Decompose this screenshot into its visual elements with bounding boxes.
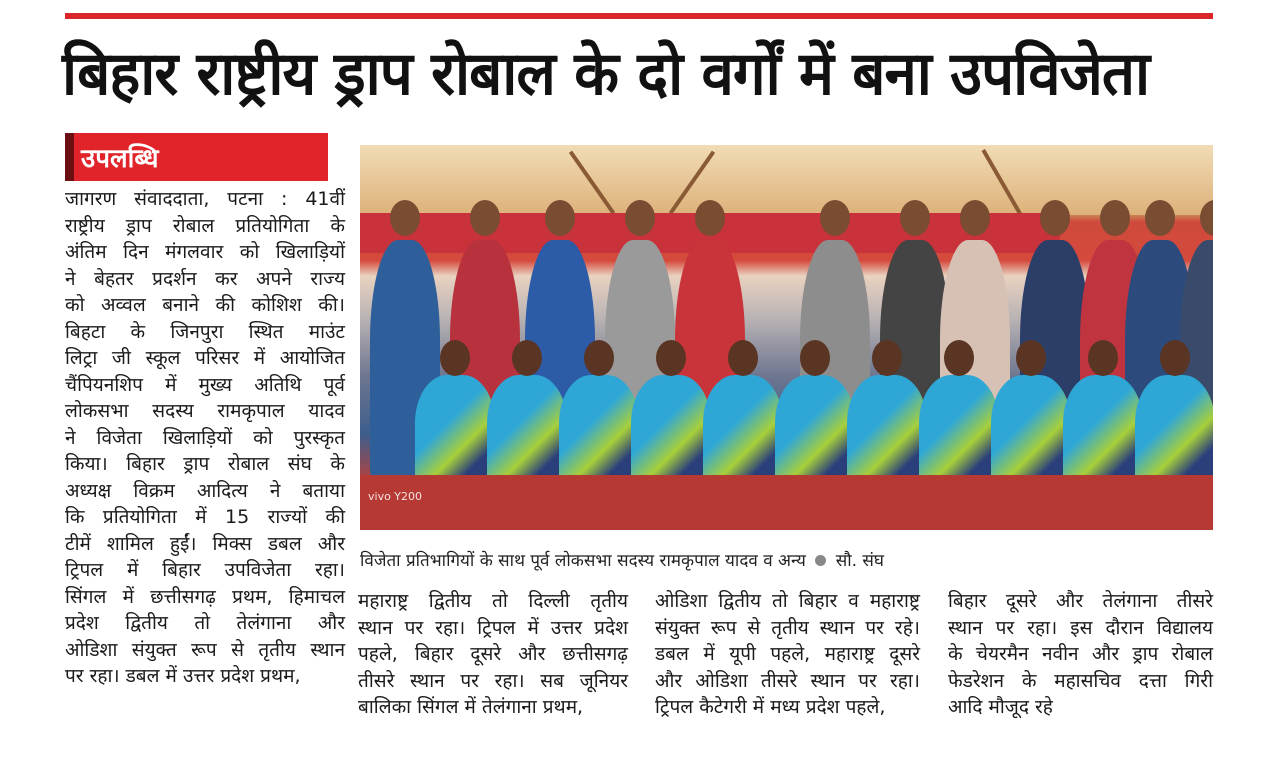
article-line: कि प्रतियोगिता में 15 राज्यों की <box>65 506 345 528</box>
article-line: को अव्वल बनाने की कोशिश की। <box>65 294 345 316</box>
article-line: ट्रिपल कैटेगरी में मध्य प्रदेश पहले, <box>655 696 886 718</box>
article-line: स्थान पर रहा। ट्रिपल में उत्तर प्रदेश <box>358 616 628 639</box>
article-line: तीसरे स्थान पर रहा। सब जूनियर <box>358 669 628 692</box>
red-carpet <box>360 475 1213 530</box>
section-tag-label: उपलब्धि <box>81 144 159 174</box>
section-tag-bar <box>65 133 74 181</box>
caption-text: विजेता प्रतिभागियों के साथ पूर्व लोकसभा सदस्य रामकृपाल यादव व अन्य <box>360 551 806 571</box>
article-line: संयुक्त रूप से तृतीय स्थान पर रहे। <box>655 616 920 639</box>
player-head <box>656 340 686 376</box>
article-line: जागरण संवाददाता, पटना : 41वीं <box>65 188 345 210</box>
article-line: के चेयरमैन नवीन और ड्राप रोबाल <box>948 643 1213 665</box>
article-line: ने बेहतर प्रदर्शन कर अपने राज्य <box>65 267 345 290</box>
player-head <box>800 340 830 376</box>
person-head <box>1145 200 1175 236</box>
player-head <box>1088 340 1118 376</box>
player-head <box>440 340 470 376</box>
article-line: चैंपियनशिप में मुख्य अतिथि पूर्व <box>65 373 345 396</box>
article-line: बिहटा के जिनपुरा स्थित माउंट <box>65 320 345 343</box>
person-head <box>695 200 725 236</box>
player-head <box>728 340 758 376</box>
article-column-1 <box>65 186 345 690</box>
top-red-rule <box>65 13 1213 19</box>
person-head <box>1040 200 1070 236</box>
player-head <box>1016 340 1046 376</box>
article-line: बालिका सिंगल में तेलंगाना प्रथम, <box>358 696 584 718</box>
article-column-3 <box>655 588 920 721</box>
person-head <box>390 200 420 236</box>
article-line: ओडिशा द्वितीय तो बिहार व महाराष्ट्र <box>655 590 920 612</box>
article-line: आदि मौजूद रहे <box>948 696 1053 718</box>
article-line: बिहार दूसरे और तेलंगाना तीसरे <box>948 590 1213 612</box>
article-line: किया। बिहार ड्राप रोबाल संघ के <box>65 453 345 475</box>
person-head <box>625 200 655 236</box>
person-head <box>960 200 990 236</box>
article-line: पर रहा। डबल में उत्तर प्रदेश प्रथम, <box>65 665 301 687</box>
article-line: टीमें शामिल हुईं। मिक्स डबल और <box>65 532 345 555</box>
article-line: और ओडिशा तीसरे स्थान पर रहा। <box>655 669 920 692</box>
article-line: ने विजेता खिलाड़ियों को पुरस्कृत <box>65 426 345 449</box>
article-line: डबल में यूपी पहले, महाराष्ट्र दूसरे <box>655 643 920 665</box>
group-photo <box>360 145 1213 530</box>
player-head <box>584 340 614 376</box>
player-head <box>944 340 974 376</box>
person-head <box>900 200 930 236</box>
headline: बिहार राष्ट्रीय ड्राप रोबाल के दो वर्गों में बना उपविजेता <box>62 39 1150 109</box>
caption-credit: सौ. संघ <box>835 551 884 571</box>
section-tag <box>65 133 328 181</box>
article-line: पहले, बिहार दूसरे और छत्तीसगढ़ <box>358 643 628 665</box>
camera-watermark: vivo Y200 <box>368 490 423 503</box>
player-head <box>512 340 542 376</box>
article-line: अंतिम दिन मंगलवार को खिलाड़ियों <box>65 241 345 263</box>
person-head <box>1100 200 1130 236</box>
article-line: फेडरेशन के महासचिव दत्ता गिरी <box>948 669 1213 692</box>
photo-caption <box>360 548 884 571</box>
article-line: प्रदेश द्वितीय तो तेलंगाना और <box>65 612 345 634</box>
article-line: अध्यक्ष विक्रम आदित्य ने बताया <box>65 479 345 502</box>
article-line: ट्रिपल में बिहार उपविजेता रहा। <box>65 559 345 581</box>
person-head <box>470 200 500 236</box>
player-head <box>1160 340 1190 376</box>
person-head <box>820 200 850 236</box>
bullet-icon <box>815 555 826 566</box>
article-line: महाराष्ट्र द्वितीय तो दिल्ली तृतीय <box>358 590 628 612</box>
article-column-4 <box>948 588 1213 721</box>
person-head <box>545 200 575 236</box>
article-line: राष्ट्रीय ड्राप रोबाल प्रतियोगिता के <box>65 214 345 237</box>
article-line: लोकसभा सदस्य रामकृपाल यादव <box>65 400 345 422</box>
article-line: स्थान पर रहा। इस दौरान विद्यालय <box>948 616 1213 639</box>
article-line: ओडिशा संयुक्त रूप से तृतीय स्थान <box>65 638 345 661</box>
article-line: सिंगल में छत्तीसगढ़ प्रथम, हिमाचल <box>65 585 345 608</box>
article-column-2 <box>358 588 628 721</box>
article-line: लिट्रा जी स्कूल परिसर में आयोजित <box>65 347 345 369</box>
player-head <box>872 340 902 376</box>
